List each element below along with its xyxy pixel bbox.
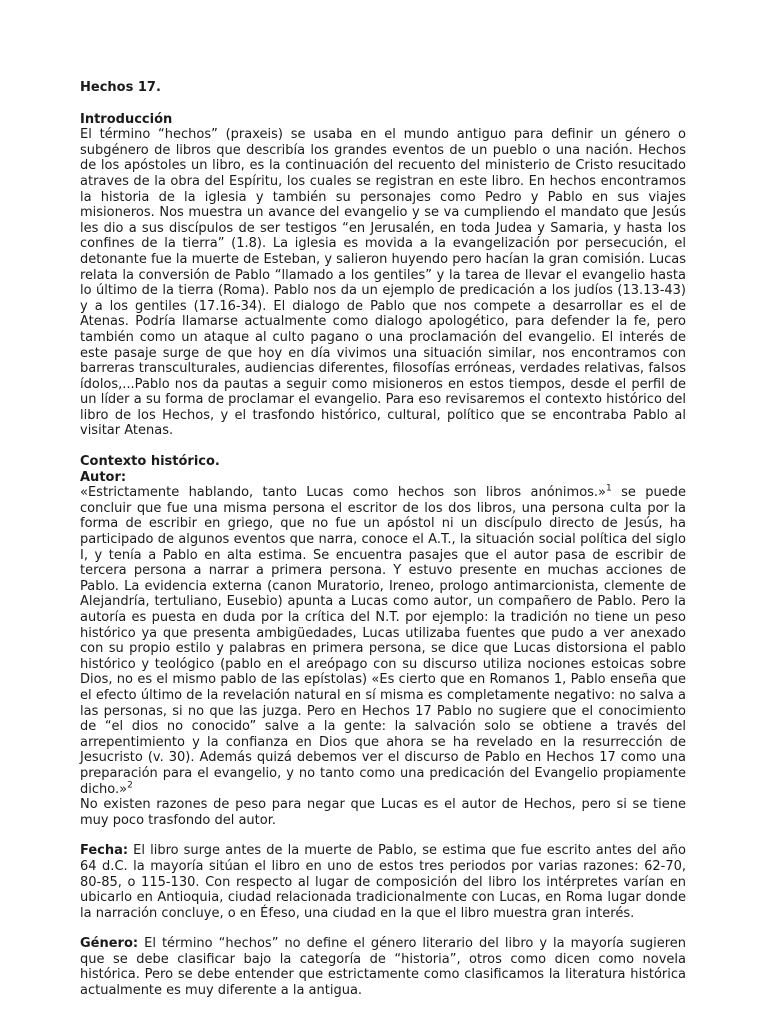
intro-heading: Introducción: [80, 111, 173, 127]
genero-label: Género:: [80, 936, 139, 952]
author-heading: Autor:: [80, 469, 127, 485]
footnote-ref-1[interactable]: 1: [606, 483, 612, 494]
fecha-text: El libro surge antes de la muerte de Pablo, se estima que fue escrito antes del año 64 d.C. la mayoría sitúan el libro en uno de estos tres periodos por varias razones: 62-70, 80-85, o 115-130. Con respecto al lugar de composición del libro los intérpretes varían en ubicarlo en Antioquia, ciudad relacionada tradicionalmente con Lucas, en Roma lugar donde la narración concluye, o en Éfeso, una ciudad en la que el libro muestra gran interés.: [80, 843, 686, 921]
author-quote: «Estrictamente hablando, tanto Lucas como hechos son libros anónimos.»: [80, 485, 607, 501]
document-page: [80, 80, 686, 1014]
fecha-paragraph: [80, 843, 686, 921]
author-paragraph: [80, 485, 686, 797]
genero-paragraph: [80, 936, 686, 998]
intro-paragraph: El término “hechos” (praxeis) se usaba en el mundo antiguo para definir un género o subgénero de libros que describía los grandes eventos de un pueblo o una nación. Hechos de los apóstoles un libro, es la continuación del recuento del ministerio de Cristo resucitado atraves de la obra del Espíritu, los cuales se registran en este libro. En hechos encontramos la historia de la iglesia y también su personajes como Pedro y Pablo en sus viajes misioneros. Nos muestra un avance del evangelio y se va cumpliendo el mandato que Jesús les dio a sus discípulos de ser testigos “en Jerusalén, en toda Judea y Samaria, y hasta los confines de la tierra” (1.8). La iglesia es movida a la evangelización por persecución, el detonante fue la muerte de Esteban, y salieron huyendo pero hacían la gran comisión. Lucas relata la conversión de Pablo “llamado a los gentiles” y la tarea de llevar el evangelio hasta lo último de la tierra (Roma). Pablo nos da un ejemplo de predicación a los judíos (13.13-43) y a los gentiles (17.16-34). El dialogo de Pablo que nos compete a desarrollar es el de Atenas. Podría llamarse actualmente como dialogo apologético, para defender la fe, pero también como un ataque al culto pagano o una proclamación del evangelio. El interés de este pasaje surge de que hoy en día vivimos una situación similar, nos encontramos con barreras transculturales, audiencias diferentes, filosofías erróneas, verdades relativas, falsos ídolos,...Pablo nos da pautas a seguir como misioneros en estos tiempos, desde el perfil de un líder a su forma de proclamar el evangelio. Para eso revisaremos el contexto histórico del libro de los Hechos, y el trasfondo histórico, cultural, político que se encontraba Pablo al visitar Atenas.: [80, 127, 686, 439]
context-heading: Contexto histórico.: [80, 454, 220, 470]
genero-text: El término “hechos” no define el género literario del libro y la mayoría sugieren que se debe clasificar bajo la categoría de “historia”, otros como dicen como novela histórica. Pero se debe entender que estrictamente como clasificamos la literatura histórica actualmente es muy diferente a la antigua.: [80, 936, 686, 999]
document-title: Hechos 17.: [80, 80, 161, 95]
fecha-label: Fecha:: [80, 843, 129, 859]
author-text: se puede concluir que fue una misma persona el escritor de los dos libros, una persona culta por la forma de escribir en griego, que no fue un apóstol ni un discípulo directo de Jesús, ha participado de algunos eventos que narra, conoce el A.T., la situación social política del siglo I, y tenía a Pablo en alta estima. Se encuentra pasajes que el autor pasa de escribir de tercera persona a narrar a primera persona. Y estuvo presente en muchas acciones de Pablo. La evidencia externa (canon Muratorio, Ireneo, prologo antimarcionista, clemente de Alejandría, tertuliano, Eusebio) apunta a Lucas como autor, un compañero de Pablo. Pero la autoría es puesta en duda por la crítica del N.T. por ejemplo: la tradición no tiene un peso histórico ya que presenta ambigüedades, Lucas utilizaba fuentes que pudo a ver anexado con su propio estilo y palabras en primera persona, se dice que Lucas distorsiona el pablo histórico y teológico (pablo en el areópago con su discurso utiliza nociones estoicas sobre Dios, no es el mismo pablo de las epístolas) «Es cierto que en Romanos 1, Pablo enseña que el efecto último de la revelación natural en sí misma es completamente negativo: no salva a las personas, si no que las juzga. Pero en Hechos 17 Pablo no sugiere que el conocimiento de “el dios no conocido” salve a la gente: la salvación solo se obtiene a través del arrepentimiento y la confianza en Dios que ahora se ha revelado en la resurrección de Jesucristo (v. 30). Además quizá debemos ver el discurso de Pablo en Hechos 17 como una preparación para el evangelio, y no tanto como una predicación del Evangelio propiamente dicho.»: [80, 485, 686, 797]
footnote-ref-2[interactable]: 2: [127, 780, 133, 791]
author-conclusion: No existen razones de peso para negar que Lucas es el autor de Hechos, pero si se tiene muy poco trasfondo del autor.: [80, 797, 686, 828]
